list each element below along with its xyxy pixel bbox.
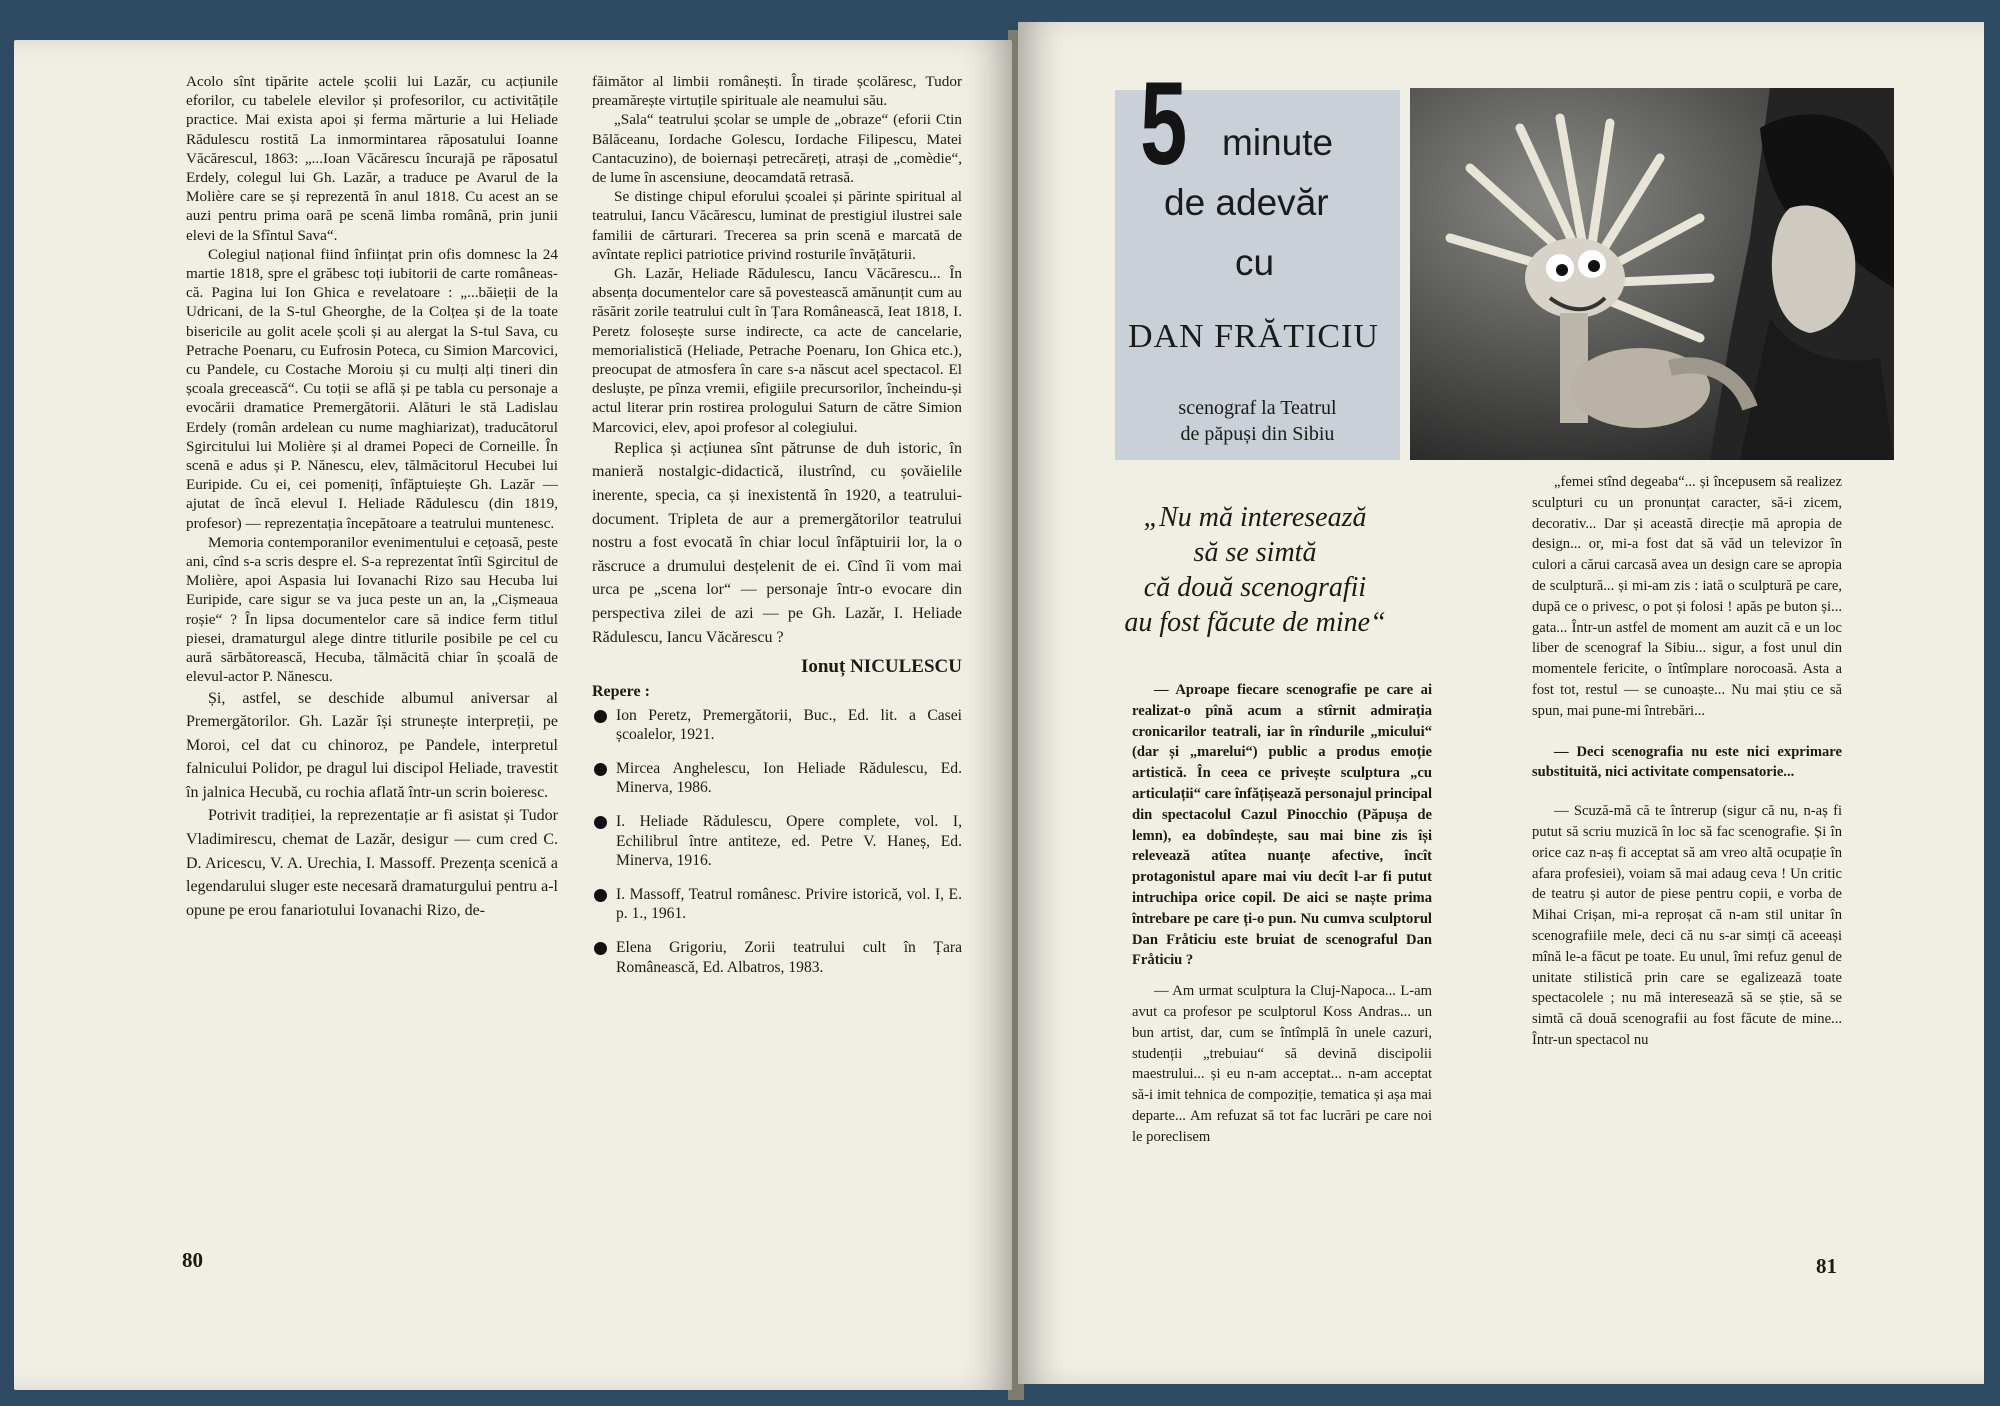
bullet-icon — [594, 942, 607, 955]
paragraph: Replica și acțiunea sînt pătrunse de duh istoric, în manieră nostalgic-didactică, ilustrînd, cu șovăielile inerente, specia, ca și inexistentă în 1920, a teatrului-document. Tripleta de aur a premergătorilor teatrului nostru a fost evocată în chiar locul înfăptuirii lor, la o răscruce a drumului desțelenit de ei. Cînd îi vom mai urca pe „scena lor“ — personaje într-o evocare din perspectiva zilei de azi — pe Gh. Lazăr, I. Heliade Rădulescu, Iancu Văcărescu ? — [592, 439, 962, 646]
reference-item: I. Heliade Rădulescu, Opere complete, vol. I, Echilibrul între antiteze, ed. Petre V. Haneș, Ed. Minerva, 1916. — [592, 812, 962, 871]
paragraph: „Sala“ teatrului școlar se umple de „obraze“ (eforii Ctin Bălăceanu, Iordache Golescu, Iordache Filipescu, Matei Cantacuzino), de boiernași petrecăreți, atrași de „comèdie“, de lume în ascensiune, deocamdată retrasă. — [592, 111, 962, 187]
bullet-icon — [594, 816, 607, 829]
bullet-icon — [594, 889, 607, 902]
interviewee-name: DAN FRĂTICIU — [1128, 318, 1379, 355]
title-word: de adevăr — [1164, 182, 1329, 223]
paragraph: Colegiul național fiind înființat prin ofis domnesc la 24 martie 1818, spre el grăbesc toți iubitorii de carte româneas-că. Pagina lui Ion Ghica e revelatoare : „...băieții de la Udricani, de la S-tul Gheorghe, de la Colțea și de la toate bisericile au golit acele școli și au alergat la S-tul Sava, cu Petrache Poenaru, cu Eufrosin Poteca, cu Simion Marcovici, cu Pandele, cu Costache Moroiu și cu mulți alți tineri din școala grecească“. Cu toții se află și pe tabla cu personaje a evocării dramatice Premergătorii. Alături le stă Ladislau Erdely (român ardelean cu nume maghiarizat), traducătorul Sgircitului lui Molière și al dramei Popeci de Corneille. În scenă e adus și P. Nănescu, elev, tălmăcitorul Hecubei lui Euripide. Cu ei, cei pomeniți, înfăptuiește Gh. Lazăr — ajutat de încă elevul I. Heliade Rădulescu (din 1819, profesor) — reprezentația începătoare a teatrului muntenesc. — [186, 245, 558, 532]
paragraph: Potrivit tradiției, la reprezentație ar fi asistat și Tudor Vladimirescu, chemat de Lazăr, desigur — cum cred C. D. Aricescu, V. A. Urechia, I. Massoff. Prezența scenică a legendarului sluger este necesară dramaturgului pentru a-l opune pe erou fanariotului Iovanachi Rizo, de- — [186, 807, 558, 919]
interview-answer: — Am urmat sculptura la Cluj-Napoca... L-am avut ca profesor pe sculptorul Koss Andras... un bun artist, dar, cum se întîmplă în unele cazuri, studenții „trebuiau“ să devină discipolii maestrului... și eu n-am acceptat... n-am acceptat să-i imit tehnica de compoziție, tematica și așa mai departe... Am refuzat să tot fac lucrări pe care noi le poreclisem — [1132, 983, 1432, 1145]
interview-question: — Deci scenografia nu este nici exprimare substituită, nici activitate compensatorie... — [1532, 743, 1842, 781]
left-column-2 — [592, 72, 962, 991]
references-title: Repere : — [592, 683, 650, 701]
author-signature: Ionuț NICULESCU — [800, 656, 962, 678]
bullet-icon — [594, 763, 607, 776]
interview-question: — Aproape fiecare scenografie pe care ai realizat-o pînă acum a stîrnit admirația cronicarilor teatrali, iar în rîndurile „micului“ (dar și „marelui“) public a produs emoție artistică. În ceea ce privește sculptura „cu articulații“ care înfățișează personajul principal din spectacolul Cazul Pinocchio (Păpușa de lemn), ea dobîndește, sau mai bine zis își relevează atîtea nuanțe afective, încît protagonistul apare mai viu decît l-ar fi putut intruchipa orice copil. De aici se naște prima întrebare pe care ți-o pun. Nu cumva sculptorul Dan Fråticiu este bruiat de scenograful Dan Fråticiu ? — [1132, 682, 1432, 969]
portrait-photo — [1410, 88, 1894, 460]
puppet-photo-image — [1410, 88, 1894, 460]
reference-item: Elena Grigoriu, Zorii teatrului cult în Țara Românească, Ed. Albatros, 1983. — [592, 938, 962, 977]
reference-item: I. Massoff, Teatrul românesc. Privire istorică, vol. I, E. p. 1., 1961. — [592, 885, 962, 924]
interviewee-role: scenograf la Teatrul de păpuși din Sibiu — [1178, 397, 1337, 445]
reference-item: Ion Peretz, Premergătorii, Buc., Ed. lit. a Casei școalelor, 1921. — [592, 706, 962, 745]
interview-answer: — Scuză-mă că te întrerup (sigur că nu, n-aș fi putut să scriu muzică în loc să fac scenografie. Și în orice caz n-aș fi acceptat să am vreo altă ocupație în afara profesiei), voiam să mai adaug ceva ! Un critic de teatru și autor de piese pentru copii, e vorba de Mihai Crișan, mi-a reproșat că n-am stil unitar în scenografiile mele, deci că nu s-ar simți că aceeași mînă le-a făcut pe toate. Eu unul, îmi refuz genul de unitate stilistică prin care se egalizează toate spectacolele ; nu mă interesează să se știe, să se simtă că două scenografii au fost făcute de mine... Într-un spectacol nu — [1532, 803, 1842, 1048]
left-page — [14, 40, 1012, 1390]
left-column-1 — [186, 72, 558, 922]
paragraph: Se distinge chipul eforului școalei și părinte spiritual al teatrului, Iancu Văcărescu, luminat de prestigiul ilustrei sale familii de cărturari. Trecerea sa prin scenă e marcată de avîntate replici patriotice privind rosturile învățăturii. — [592, 188, 962, 263]
title-number: 5 — [1140, 58, 1188, 190]
page-number: 81 — [1816, 1254, 1837, 1278]
interview-column-2 — [1532, 472, 1842, 1051]
page-number: 80 — [182, 1248, 203, 1272]
paragraph: Gh. Lazăr, Heliade Rădulescu, Iancu Văcărescu... În absența documentelor care să povestească amănunțit cum au răsărit zorile teatrului cult în Țara Românească, Ieat 1818, I. Peretz folosește surse indirecte, ca acte de cancelarie, memorialistică (Heliade, Petrache Poenaru, Ion Ghica etc.), preocupat de atmosfera în care s-a născut acel spectacol. El desluște, pe pînza vremii, efigiile precursorilor, încheindu-și actul literar prin rostirea prologului Saturn de către Simion Marcovici, elev, apoi profesor al colegiului. — [592, 265, 962, 436]
interview-answer: „femei stînd degeaba“... și începusem să realizez sculpturi cu un pronunțat caracter, să-i zicem, decorativ... Dar și această direcție mă apropia de design... or, mi-a fost dat să văd un televizor în culori a cărui carcasă avea un design care se apropia de sculptură... și mi-am zis : iată o sculptură pe care, după ce o privesc, o pot și folosi ! apăs pe buton și... gata... Într-un astfel de moment am auzit că e un loc liber de scenograf la Sibiu... sigur, a fost unul din momentele fericite, o întîmplare norocoasă. Asta a fost tot, restul — se cunoaște... Nu mai știu ce să spun, mai pune-mi întrebări... — [1532, 474, 1842, 719]
paragraph: făimător al limbii românești. În tirade școlăresc, Tudor preamărește virtuțile spirituale ale neamului său. — [592, 73, 962, 110]
title-word: minute — [1222, 122, 1334, 163]
paragraph: Și, astfel, se deschide albumul aniversar al Premergătorilor. Gh. Lazăr își strunește interpreții, pe Moroi, cel dat cu chinoroz, pe Pandele, interpretul falnicului Polidor, pe dragul lui discipol Heliade, travestit în jalnica Hecubă, cu rochia aflată într-un scrin boieresc. — [186, 689, 558, 801]
interview-column-1 — [1132, 680, 1432, 1148]
reference-item: Mircea Anghelescu, Ion Heliade Rădulescu, Ed. Minerva, 1986. — [592, 759, 962, 798]
pull-quote: „Nu mă interesează să se simtă că două scenografii au fost făcute de mine“ — [1124, 502, 1386, 638]
paragraph: Memoria contemporanilor evenimentului e cețoasă, peste ani, cînd s-a scris despre el. S-a reprezentat întîi Sgircitul de Molière, apoi Aspasia lui Iovanachi Rizo sau Hecuba lui Euripide, care sigur se va juca peste un an, la „Cișmeaua roșie“ ? În lipsa documentelor care să indice ferm titlul piesei, dramaturgul alege dintre titlurile posibile pe cel cu aură sărbătorească, Hecuba, tălmăcită chiar în școală de elevul-actor P. Nănescu. — [186, 533, 558, 686]
paragraph: Acolo sînt tipărite actele școlii lui Lazăr, cu acțiunile eforilor, cu tabelele elevilor și profesorilor, cu activitățile practice. Mai exista apoi și ferma mărturie a lui Heliade Rădulescu rostită La inmormintarea răposatului Ioanne Văcărescul, 1863: „...Ioan Văcărescu încurajă pe răposatul Erdely, colegul lui Gh. Lazăr, a traduce pe Avarul de la Molière care se și reprezentă în anul 1818. Cu acest an se auzi pentru prima oară pe scenă limba română, prin junii elevi de la Sfîntul Sava“. — [186, 73, 558, 244]
bullet-icon — [594, 710, 607, 723]
title-word: cu — [1235, 242, 1275, 283]
